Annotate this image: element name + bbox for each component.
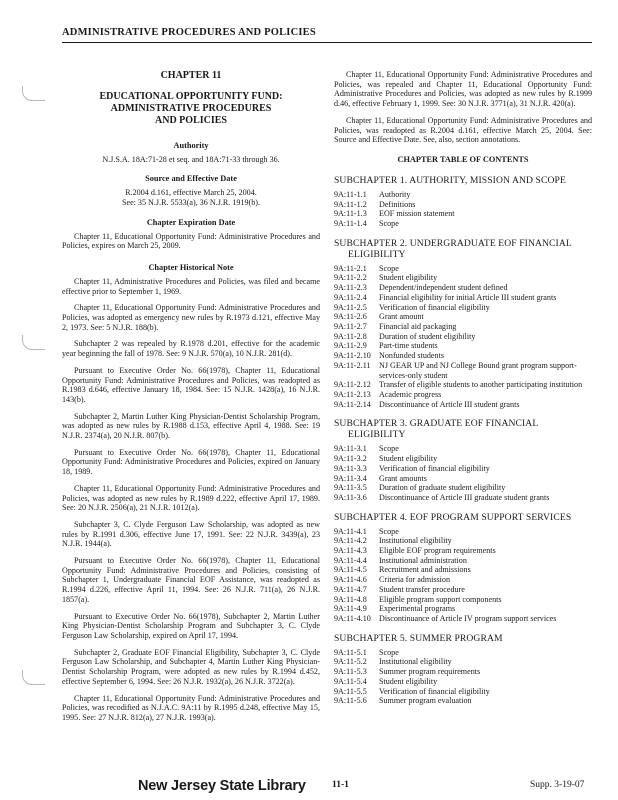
expiration-heading: Chapter Expiration Date: [146, 217, 236, 227]
toc-section-number: 9A:11-3.4: [334, 473, 367, 483]
toc-section-number: 9A:11-2.14: [334, 399, 371, 409]
toc-section-number: 9A:11-3.5: [334, 483, 367, 493]
margin-binding-mark: [22, 86, 45, 101]
toc-section-number: 9A:11-4.9: [334, 604, 367, 614]
toc-section-number: 9A:11-2.11: [334, 360, 371, 370]
subchapter-heading: [334, 633, 592, 644]
subchapter-heading: [334, 238, 592, 260]
toc-section-title: Institutional eligibility: [379, 657, 452, 667]
toc-section-title: Academic progress: [379, 389, 442, 399]
subchapter-heading: [334, 418, 592, 440]
toc-section-number: 9A:11-2.8: [334, 331, 367, 341]
toc-entry: [334, 209, 592, 219]
toc-section-title: Duration of graduate student eligibility: [379, 483, 506, 493]
toc-entry: [334, 585, 592, 595]
toc-section-title: Grant amounts: [379, 473, 427, 483]
toc-entry: [334, 219, 592, 229]
toc-section-number: 9A:11-3.1: [334, 444, 367, 454]
toc-section-number: 9A:11-2.5: [334, 302, 367, 312]
toc-section-number: 9A:11-3.2: [334, 454, 367, 464]
toc-section-title: Discontinuance of Article III student grants: [379, 399, 520, 409]
toc-section-title: Verification of financial eligibility: [379, 686, 490, 696]
toc-section-title: Verification of financial eligibility: [379, 463, 490, 473]
subchapter-heading-line: SUBCHAPTER 4. EOF PROGRAM SUPPORT SERVICES: [334, 511, 572, 523]
toc-section-number: 9A:11-5.6: [334, 696, 367, 706]
toc-entry: [334, 483, 592, 493]
toc-entry: [334, 565, 592, 575]
history-paragraph: Subchapter 2, Graduate EOF Financial Eligibility, Subchapter 3, C. Clyde Ferguson Law Scholarship, and Subchapter 4, Martin Luther King Physician-Dentist Scholarship Program, were adopted as new rules by R.1994 d.452, effective September 6, 1994. See: 26 N.J.R. 1932(a), 26 N.J.R. 3722(a).: [62, 647, 320, 686]
right-column: [334, 70, 592, 706]
chapter-title-line: ADMINISTRATIVE PROCEDURES: [110, 103, 272, 115]
toc-entry: [334, 575, 592, 585]
toc-section-number: 9A:11-4.7: [334, 584, 367, 594]
toc-section-title: Nonfunded students: [379, 351, 444, 361]
toc-section-number: 9A:11-5.2: [334, 657, 367, 667]
toc-entry: [334, 464, 592, 474]
toc-section-title: Part-time students: [379, 341, 438, 351]
toc-entry: [334, 283, 592, 293]
toc-section-number: 9A:11-4.8: [334, 594, 367, 604]
toc-entry: [334, 390, 592, 400]
toc-entry: [334, 696, 592, 706]
toc-section-title: Eligible EOF program requirements: [379, 546, 496, 556]
toc-section-number: 9A:11-5.4: [334, 676, 367, 686]
toc-entry: [334, 444, 592, 454]
toc-section-number: 9A:11-4.2: [334, 536, 367, 546]
toc-entry: [334, 454, 592, 464]
source-heading: Source and Effective Date: [145, 174, 237, 184]
toc-section-title: Discontinuance of Article III graduate student grants: [379, 492, 550, 502]
toc-section-title: Experimental programs: [379, 604, 456, 614]
toc-entry: [334, 332, 592, 342]
toc-entry: [334, 595, 592, 605]
toc-section-title: Transfer of eligible students to another participating institution: [379, 380, 583, 390]
toc-section-title: Scope: [379, 263, 399, 273]
toc-section-number: 9A:11-2.4: [334, 292, 367, 302]
subchapter-heading-line: ELIGIBILITY: [348, 248, 406, 260]
toc-section-title: Verification of financial eligibility: [379, 302, 490, 312]
toc-section-number: 9A:11-3.3: [334, 463, 367, 473]
toc-entry: [334, 303, 592, 313]
toc-section-number: 9A:11-5.5: [334, 686, 367, 696]
toc-entry: [334, 190, 592, 200]
chapter-title-line: EDUCATIONAL OPPORTUNITY FUND:: [99, 91, 283, 102]
toc-entry: [334, 536, 592, 546]
toc-section-title: NJ GEAR UP and NJ College Bound grant program support-services-only student: [379, 360, 577, 380]
toc-section-title: Recruitment and admissions: [379, 565, 471, 575]
history-paragraph: Chapter 11, Educational Opportunity Fund: Administrative Procedures and Policies, was adopted as emergency new rules by R.1973 d.121, effective May 2, 1973. See: 5 N.J.R. 188(b).: [62, 303, 320, 332]
history-paragraph: Chapter 11, Educational Opportunity Fund: Administrative Procedures and Policies, was adopted as new rules by R.1989 d.222, effective April 17, 1989. See: 20 N.J.R. 2506(a), 21 N.J.R. 1012(a).: [62, 483, 320, 513]
left-column: [62, 70, 320, 730]
margin-binding-mark: [22, 335, 45, 350]
toc-section-title: Duration of student eligibility: [379, 331, 476, 341]
history-paragraph: Chapter 11, Administrative Procedures and Policies, was filed and became effective prior to September 1, 1969.: [62, 276, 320, 296]
history-heading: Chapter Historical Note: [148, 262, 234, 272]
table-of-contents: [334, 175, 592, 706]
toc-section-title: Student eligibility: [379, 454, 438, 464]
history-paragraph: Subchapter 2, Martin Luther King Physician-Dentist Scholarship Program, was adopted as new rules by R.1988 d.153, effective April 4, 1988. See: 19 N.J.R. 2374(a), 20 N.J.R. 807(b).: [62, 411, 320, 441]
toc-section-title: Scope: [379, 444, 399, 454]
toc-section-title: Criteria for admission: [379, 575, 451, 585]
toc-entry: [334, 657, 592, 667]
toc-section-number: 9A:11-4.1: [334, 526, 367, 536]
toc-section-number: 9A:11-2.10: [334, 351, 371, 361]
toc-entry: [334, 400, 592, 410]
toc-section-number: 9A:11-2.2: [334, 273, 367, 283]
toc-section-title: Dependent/independent student defined: [379, 283, 508, 293]
toc-entry: [334, 341, 592, 351]
subchapter-heading: [334, 175, 592, 186]
authority-text: N.J.S.A. 18A:71-28 et seq. and 18A:71-33 through 36.: [102, 154, 280, 164]
footer-library-name: New Jersey State Library: [138, 778, 306, 794]
toc-entry: [334, 527, 592, 537]
toc-section-title: Student transfer procedure: [379, 584, 465, 594]
toc-entry: [334, 361, 592, 380]
toc-section-number: 9A:11-5.1: [334, 647, 367, 657]
toc-section-title: Summer program requirements: [379, 667, 481, 677]
toc-section-title: Scope: [379, 647, 399, 657]
toc-section-number: 9A:11-1.1: [334, 189, 367, 199]
toc-section-title: Financial aid packaging: [379, 322, 457, 331]
toc-section-number: 9A:11-2.1: [334, 263, 367, 273]
toc-section-number: 9A:11-2.3: [334, 283, 367, 293]
toc-entry: [334, 273, 592, 283]
toc-entry: [334, 312, 592, 322]
toc-heading: CHAPTER TABLE OF CONTENTS: [397, 154, 529, 164]
toc-entry: [334, 264, 592, 274]
toc-section-title: Student eligibility: [379, 273, 438, 283]
history-paragraph: Chapter 11, Educational Opportunity Fund: Administrative Procedures and Policies, was readopted as R.2004 d.161, effective March 25, 2004. See: Source and Effective Date. See, also, section annotations.: [334, 115, 592, 145]
history-paragraph: Chapter 11, Educational Opportunity Fund: Administrative Procedures and Policies, was recodified as N.J.A.C. 9A:11 by R.1995 d.248, effective May 15, 1995. See: 27 N.J.R. 812(a), 27 N.J.R. 1993(a).: [62, 693, 320, 722]
running-head: ADMINISTRATIVE PROCEDURES AND POLICIES: [62, 27, 316, 38]
history-paragraph: Subchapter 3, C. Clyde Ferguson Law Scholarship, was adopted as new rules by R.1991 d.306, effective June 17, 1991. See: 22 N.J.R. 3439(a), 23 N.J.R. 1944(a).: [62, 519, 320, 549]
header-rule: [62, 42, 592, 43]
toc-entry: [334, 556, 592, 566]
toc-entry: [334, 604, 592, 614]
authority-heading: Authority: [173, 140, 209, 150]
toc-entry: [334, 667, 592, 677]
subchapter-heading-line: SUBCHAPTER 3. GRADUATE EOF FINANCIAL: [334, 418, 539, 430]
history-paragraph: Pursuant to Executive Order No. 66(1978), Chapter 11, Educational Opportunity Fund: Administrative Procedures and Policies, expired on January 18, 1989.: [62, 447, 320, 477]
toc-section-number: 9A:11-4.3: [334, 546, 367, 556]
toc-section-number: 9A:11-4.5: [334, 565, 367, 575]
toc-section-title: Authority: [379, 189, 411, 199]
toc-entry: [334, 687, 592, 697]
toc-entry: [334, 614, 592, 624]
footer-page-number: 11-1: [332, 780, 349, 790]
toc-section-number: 9A:11-1.3: [334, 209, 367, 219]
toc-section-title: Discontinuance of Article IV program support services: [379, 613, 557, 623]
toc-section-number: 9A:11-1.2: [334, 199, 367, 209]
subchapter-heading-line: SUBCHAPTER 5. SUMMER PROGRAM: [334, 632, 503, 644]
toc-section-number: 9A:11-4.6: [334, 575, 367, 585]
history-paragraph: Subchapter 2 was repealed by R.1978 d.201, effective for the academic year beginning the fall of 1978. See: 9 N.J.R. 570(a), 10 N.J.R. 281(d).: [62, 339, 320, 359]
toc-entry: [334, 648, 592, 658]
toc-entry: [334, 322, 592, 332]
toc-section-number: 9A:11-2.13: [334, 389, 371, 399]
toc-section-title: Institutional eligibility: [379, 536, 452, 546]
toc-section-number: 9A:11-3.6: [334, 492, 367, 502]
chapter-number: CHAPTER 11: [160, 70, 222, 81]
toc-entry: [334, 677, 592, 687]
footer-supplement-date: Supp. 3-19-07: [530, 780, 585, 790]
toc-entry: [334, 293, 592, 303]
toc-section-title: Grant amount: [379, 312, 424, 322]
margin-binding-mark: [22, 670, 45, 685]
toc-section-number: 9A:11-2.7: [334, 322, 367, 331]
toc-entry: [334, 493, 592, 503]
toc-section-title: Institutional administration: [379, 555, 467, 565]
toc-section-number: 9A:11-4.10: [334, 613, 371, 623]
chapter-title-line: AND POLICIES: [155, 115, 227, 127]
history-paragraph: Pursuant to Executive Order No. 66(1978), Chapter 11, Educational Opportunity Fund: Administrative Procedures and Policies, was readopted as R.1983 d.646, effective January 18, 1984. See: 15 N.J.R. 1428(a), 16 N.J.R. 143(b).: [62, 365, 320, 404]
toc-section-number: 9A:11-2.9: [334, 341, 367, 351]
toc-entry: [334, 351, 592, 361]
toc-entry: [334, 380, 592, 390]
subchapter-heading-line: SUBCHAPTER 1. AUTHORITY, MISSION AND SCOPE: [334, 174, 566, 186]
toc-section-number: 9A:11-2.12: [334, 380, 371, 390]
chapter-title: [62, 91, 320, 128]
subchapter-heading-line: ELIGIBILITY: [348, 429, 406, 441]
toc-section-title: Scope: [379, 219, 399, 229]
toc-section-number: 9A:11-4.4: [334, 555, 367, 565]
toc-section-title: Scope: [379, 526, 399, 536]
toc-section-number: 9A:11-1.4: [334, 219, 367, 229]
history-paragraph: Pursuant to Executive Order No. 66(1978), Chapter 11, Educational Opportunity Fund: Administrative Procedures and Policies, consisting of Subchapter 1, Undergraduate Financial EOF Assistance, was readopted as R.1994 d.226, effective April 11, 1994. See: 26 N.J.R. 711(a), 26 N.J.R. 1857(a).: [62, 556, 320, 604]
history-paragraph: Pursuant to Executive Order No. 66(1978), Subchapter 2, Martin Luther King Physician-Dentist Scholarship Program and Subchapter 3, C. Clyde Ferguson Law Scholarship, expired on April 17, 1994.: [62, 611, 320, 640]
toc-section-title: Eligible program support components: [379, 594, 502, 604]
toc-entry: [334, 546, 592, 556]
toc-entry: [334, 474, 592, 484]
toc-entry: [334, 200, 592, 210]
toc-section-title: Definitions: [379, 199, 416, 209]
subchapter-heading: [334, 512, 592, 523]
source-line: R.2004 d.161, effective March 25, 2004.: [125, 188, 257, 198]
expiration-text: Chapter 11, Educational Opportunity Fund: Administrative Procedures and Policies, expires on March 25, 2009.: [62, 231, 320, 251]
toc-section-number: 9A:11-2.6: [334, 312, 367, 322]
toc-section-title: Summer program evaluation: [379, 696, 472, 706]
history-paragraph: Chapter 11, Educational Opportunity Fund: Administrative Procedures and Policies, was repealed and Chapter 11, Educational Opportunity Fund: Administrative Procedures and Policies, was adopted as new rules by R.1999 d.46, effective February 1, 1999. See: 30 N.J.R. 3771(a), 31 N.J.R. 420(a).: [334, 70, 592, 109]
toc-section-title: Student eligibility: [379, 676, 438, 686]
source-line: See: 35 N.J.R. 5533(a), 36 N.J.R. 1919(b).: [121, 197, 261, 207]
subchapter-heading-line: SUBCHAPTER 2. UNDERGRADUATE EOF FINANCIAL: [334, 237, 572, 249]
toc-section-number: 9A:11-5.3: [334, 667, 367, 677]
toc-section-title: EOF mission statement: [379, 209, 455, 219]
toc-section-title: Financial eligibility for initial Article III student grants: [379, 292, 557, 302]
